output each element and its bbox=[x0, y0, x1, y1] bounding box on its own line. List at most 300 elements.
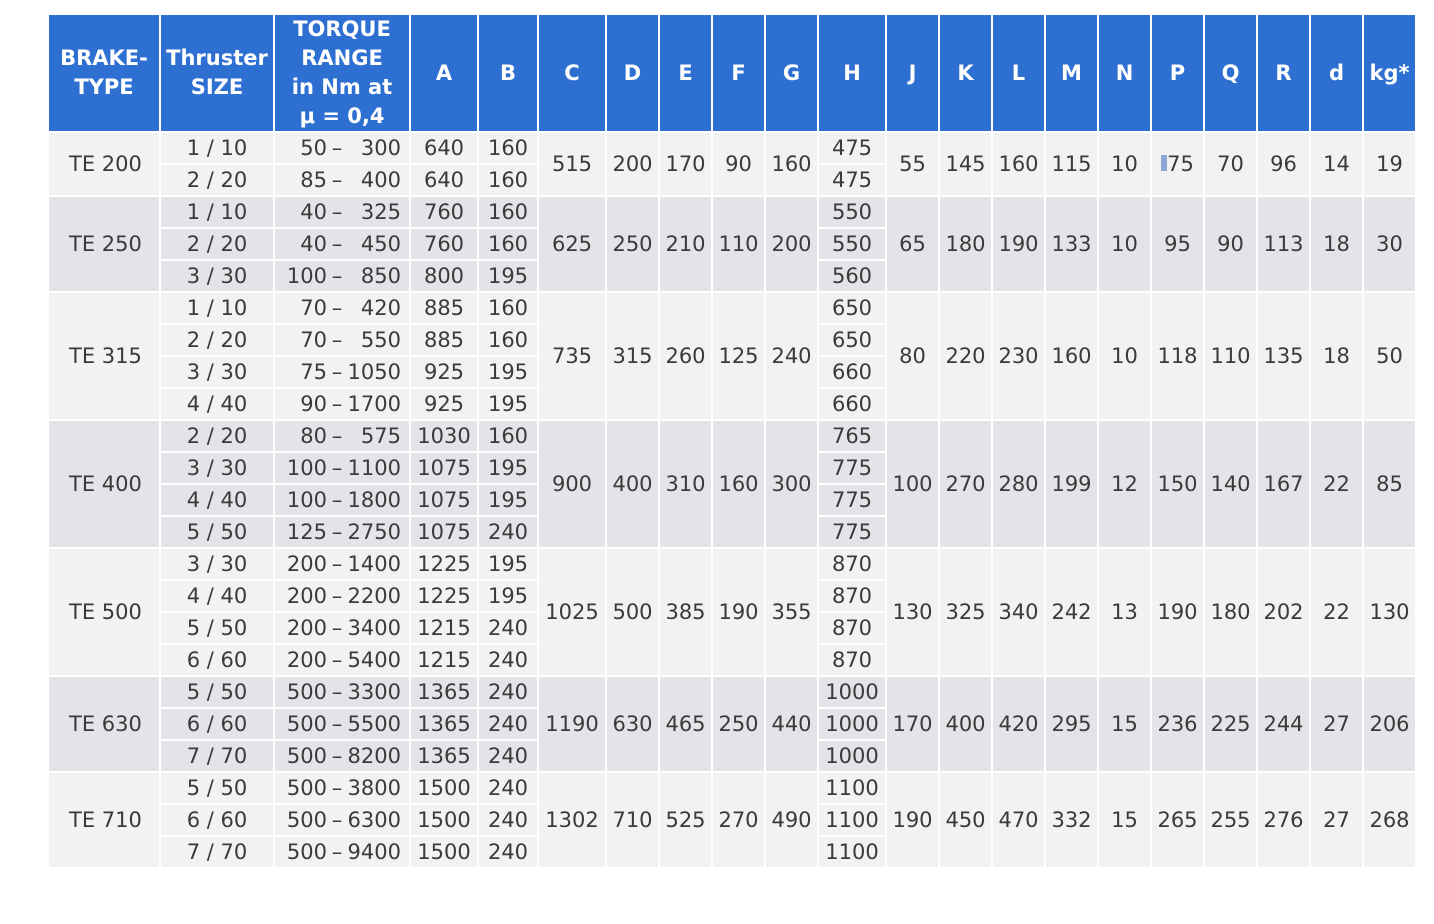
header-n: N bbox=[1098, 14, 1151, 132]
torque-range-value bbox=[283, 293, 401, 323]
cell-q: 140 bbox=[1204, 420, 1257, 548]
cell-j: 170 bbox=[886, 676, 939, 772]
torque-dash: – bbox=[331, 552, 343, 576]
torque-max: 5400 bbox=[347, 648, 401, 672]
cell-h: 660 bbox=[818, 388, 886, 420]
cell-r: 96 bbox=[1257, 132, 1310, 196]
cell-d: 14 bbox=[1310, 132, 1363, 196]
cell-a: 800 bbox=[410, 260, 478, 292]
torque-range-value bbox=[283, 773, 401, 803]
cell-m: 295 bbox=[1045, 676, 1098, 772]
cell-e: 385 bbox=[659, 548, 712, 676]
torque-dash: – bbox=[331, 712, 343, 736]
cell-thruster-size: 2 / 20 bbox=[160, 324, 274, 356]
torque-dash: – bbox=[331, 232, 343, 256]
cell-brake-type: TE 400 bbox=[48, 420, 160, 548]
cell-thruster-size: 1 / 10 bbox=[160, 196, 274, 228]
torque-dash: – bbox=[331, 808, 343, 832]
cell-r: 113 bbox=[1257, 196, 1310, 292]
torque-dash: – bbox=[331, 840, 343, 864]
cell-q: 110 bbox=[1204, 292, 1257, 420]
cell-h: 475 bbox=[818, 164, 886, 196]
cell-kg: 50 bbox=[1363, 292, 1416, 420]
cell-torque-range bbox=[274, 452, 410, 484]
torque-dash: – bbox=[331, 648, 343, 672]
torque-range-value bbox=[283, 357, 401, 387]
cell-c: 1190 bbox=[538, 676, 606, 772]
cell-l: 280 bbox=[992, 420, 1045, 548]
cell-d: 250 bbox=[606, 196, 659, 292]
torque-range-value bbox=[283, 453, 401, 483]
cell-brake-type: TE 200 bbox=[48, 132, 160, 196]
cell-torque-range bbox=[274, 708, 410, 740]
cell-k: 450 bbox=[939, 772, 992, 868]
torque-range-value bbox=[283, 517, 401, 547]
cell-b: 160 bbox=[478, 164, 538, 196]
cell-brake-type: TE 500 bbox=[48, 548, 160, 676]
cell-h: 1000 bbox=[818, 676, 886, 708]
cell-p-value: 75 bbox=[1167, 152, 1194, 176]
torque-min: 200 bbox=[286, 552, 327, 576]
cell-h: 870 bbox=[818, 612, 886, 644]
torque-dash: – bbox=[331, 136, 343, 160]
cell-k: 325 bbox=[939, 548, 992, 676]
cell-l: 190 bbox=[992, 196, 1045, 292]
cell-a: 640 bbox=[410, 132, 478, 164]
cell-thruster-size: 1 / 10 bbox=[160, 132, 274, 164]
torque-max: 8200 bbox=[347, 744, 401, 768]
cell-kg: 268 bbox=[1363, 772, 1416, 868]
cell-d: 27 bbox=[1310, 772, 1363, 868]
cell-b: 160 bbox=[478, 292, 538, 324]
cell-torque-range bbox=[274, 132, 410, 164]
cell-torque-range bbox=[274, 356, 410, 388]
cell-a: 925 bbox=[410, 388, 478, 420]
cell-f: 160 bbox=[712, 420, 765, 548]
cell-d: 200 bbox=[606, 132, 659, 196]
cell-h: 475 bbox=[818, 132, 886, 164]
cell-torque-range bbox=[274, 804, 410, 836]
cell-r: 276 bbox=[1257, 772, 1310, 868]
header-l: L bbox=[992, 14, 1045, 132]
cell-j: 100 bbox=[886, 420, 939, 548]
torque-range-value bbox=[283, 389, 401, 419]
table-row bbox=[48, 548, 1434, 580]
brake-dimensions-table bbox=[47, 13, 1434, 869]
cell-n: 13 bbox=[1098, 548, 1151, 676]
torque-range-value bbox=[283, 549, 401, 579]
cell-k: 400 bbox=[939, 676, 992, 772]
cell-q: 180 bbox=[1204, 548, 1257, 676]
cell-a: 1365 bbox=[410, 740, 478, 772]
header-torque-range: TORQUE RANGE in Nm at μ = 0,4 bbox=[274, 14, 410, 132]
cell-r: 135 bbox=[1257, 292, 1310, 420]
torque-min: 100 bbox=[286, 488, 327, 512]
table-body bbox=[48, 132, 1434, 868]
cell-d: 500 bbox=[606, 548, 659, 676]
cell-thruster-size: 5 / 50 bbox=[160, 772, 274, 804]
table-row bbox=[48, 196, 1434, 228]
torque-dash: – bbox=[331, 744, 343, 768]
cell-h: 1100 bbox=[818, 772, 886, 804]
cell-a: 1365 bbox=[410, 676, 478, 708]
torque-min: 80 bbox=[300, 424, 327, 448]
cell-b: 240 bbox=[478, 644, 538, 676]
cell-p bbox=[1151, 132, 1204, 196]
cell-k: 180 bbox=[939, 196, 992, 292]
cell-p: 190 bbox=[1151, 548, 1204, 676]
table-row bbox=[48, 420, 1434, 452]
torque-dash: – bbox=[331, 616, 343, 640]
torque-max: 1050 bbox=[347, 360, 401, 384]
header-d-upper: D bbox=[606, 14, 659, 132]
cell-b: 195 bbox=[478, 484, 538, 516]
cell-b: 160 bbox=[478, 420, 538, 452]
cell-m: 115 bbox=[1045, 132, 1098, 196]
cell-torque-range bbox=[274, 164, 410, 196]
cell-h: 1000 bbox=[818, 740, 886, 772]
cell-torque-range bbox=[274, 772, 410, 804]
cell-a: 885 bbox=[410, 324, 478, 356]
cell-j: 65 bbox=[886, 196, 939, 292]
torque-range-value bbox=[283, 677, 401, 707]
header-row bbox=[48, 14, 1434, 132]
cell-m: 160 bbox=[1045, 292, 1098, 420]
cell-h: 870 bbox=[818, 580, 886, 612]
cell-b: 240 bbox=[478, 708, 538, 740]
torque-max: 575 bbox=[360, 424, 401, 448]
cell-h: 660 bbox=[818, 356, 886, 388]
torque-dash: – bbox=[331, 776, 343, 800]
cell-b: 160 bbox=[478, 228, 538, 260]
cell-a: 1500 bbox=[410, 772, 478, 804]
torque-range-value bbox=[283, 325, 401, 355]
cell-d: 710 bbox=[606, 772, 659, 868]
cell-brake-type: TE 250 bbox=[48, 196, 160, 292]
cell-b: 195 bbox=[478, 452, 538, 484]
cell-thruster-size: 6 / 60 bbox=[160, 804, 274, 836]
cell-torque-range bbox=[274, 612, 410, 644]
cell-h: 775 bbox=[818, 452, 886, 484]
torque-max: 1800 bbox=[347, 488, 401, 512]
cell-h: 765 bbox=[818, 420, 886, 452]
torque-range-value bbox=[283, 837, 401, 867]
cell-torque-range bbox=[274, 676, 410, 708]
torque-max: 300 bbox=[360, 136, 401, 160]
header-thruster-size: Thruster SIZE bbox=[160, 14, 274, 132]
cell-b: 160 bbox=[478, 196, 538, 228]
header-d-lower: d bbox=[1310, 14, 1363, 132]
cell-thruster-size: 4 / 40 bbox=[160, 580, 274, 612]
torque-min: 200 bbox=[286, 648, 327, 672]
torque-min: 500 bbox=[286, 744, 327, 768]
cell-a: 1075 bbox=[410, 484, 478, 516]
torque-min: 75 bbox=[300, 360, 327, 384]
torque-dash: – bbox=[331, 168, 343, 192]
torque-max: 450 bbox=[360, 232, 401, 256]
torque-min: 90 bbox=[300, 392, 327, 416]
cell-p: 265 bbox=[1151, 772, 1204, 868]
header-q: Q bbox=[1204, 14, 1257, 132]
cell-kg: 206 bbox=[1363, 676, 1416, 772]
torque-dash: – bbox=[331, 328, 343, 352]
torque-min: 40 bbox=[300, 232, 327, 256]
torque-range-value bbox=[283, 805, 401, 835]
torque-min: 85 bbox=[300, 168, 327, 192]
cell-h: 1100 bbox=[818, 804, 886, 836]
cell-h: 870 bbox=[818, 644, 886, 676]
torque-min: 50 bbox=[300, 136, 327, 160]
cell-d: 22 bbox=[1310, 420, 1363, 548]
cell-n: 12 bbox=[1098, 420, 1151, 548]
torque-max: 3800 bbox=[347, 776, 401, 800]
cell-a: 760 bbox=[410, 196, 478, 228]
cell-b: 240 bbox=[478, 804, 538, 836]
header-c: C bbox=[538, 14, 606, 132]
cell-f: 190 bbox=[712, 548, 765, 676]
cell-thruster-size: 4 / 40 bbox=[160, 484, 274, 516]
torque-dash: – bbox=[331, 264, 343, 288]
torque-min: 500 bbox=[286, 712, 327, 736]
cell-d: 400 bbox=[606, 420, 659, 548]
cell-d: 22 bbox=[1310, 548, 1363, 676]
torque-dash: – bbox=[331, 456, 343, 480]
torque-dash: – bbox=[331, 200, 343, 224]
torque-dash: – bbox=[331, 424, 343, 448]
cell-kg: 19 bbox=[1363, 132, 1416, 196]
cell-f: 125 bbox=[712, 292, 765, 420]
cell-l: 470 bbox=[992, 772, 1045, 868]
cell-l: 230 bbox=[992, 292, 1045, 420]
header-r: R bbox=[1257, 14, 1310, 132]
cell-e: 525 bbox=[659, 772, 712, 868]
cell-thruster-size: 2 / 20 bbox=[160, 228, 274, 260]
cell-c: 625 bbox=[538, 196, 606, 292]
torque-range-value bbox=[283, 485, 401, 515]
cell-r: 244 bbox=[1257, 676, 1310, 772]
cell-a: 1215 bbox=[410, 612, 478, 644]
torque-max: 420 bbox=[360, 296, 401, 320]
cell-m: 332 bbox=[1045, 772, 1098, 868]
cell-r: 202 bbox=[1257, 548, 1310, 676]
torque-range-value bbox=[283, 133, 401, 163]
header-g: G bbox=[765, 14, 818, 132]
torque-min: 500 bbox=[286, 680, 327, 704]
cell-a: 885 bbox=[410, 292, 478, 324]
torque-range-value bbox=[283, 741, 401, 771]
cell-a: 1030 bbox=[410, 420, 478, 452]
cell-b: 240 bbox=[478, 772, 538, 804]
table-row bbox=[48, 772, 1434, 804]
cell-thruster-size: 5 / 50 bbox=[160, 516, 274, 548]
torque-range-value bbox=[283, 421, 401, 451]
header-j: J bbox=[886, 14, 939, 132]
torque-range-value bbox=[283, 197, 401, 227]
cell-torque-range bbox=[274, 260, 410, 292]
cell-a: 925 bbox=[410, 356, 478, 388]
cell-kg: 130 bbox=[1363, 548, 1416, 676]
torque-min: 70 bbox=[300, 328, 327, 352]
header-f: F bbox=[712, 14, 765, 132]
cell-b: 240 bbox=[478, 740, 538, 772]
table-row bbox=[48, 292, 1434, 324]
cell-a: 760 bbox=[410, 228, 478, 260]
cell-a: 1075 bbox=[410, 516, 478, 548]
cell-g: 300 bbox=[765, 420, 818, 548]
cell-thruster-size: 1 / 10 bbox=[160, 292, 274, 324]
cell-torque-range bbox=[274, 196, 410, 228]
cell-g: 490 bbox=[765, 772, 818, 868]
torque-range-value bbox=[283, 261, 401, 291]
torque-range-value bbox=[283, 581, 401, 611]
cell-a: 1365 bbox=[410, 708, 478, 740]
cell-b: 240 bbox=[478, 612, 538, 644]
cell-l: 160 bbox=[992, 132, 1045, 196]
torque-min: 500 bbox=[286, 808, 327, 832]
cell-torque-range bbox=[274, 548, 410, 580]
cell-a: 1500 bbox=[410, 804, 478, 836]
cell-n: 10 bbox=[1098, 132, 1151, 196]
cell-b: 160 bbox=[478, 132, 538, 164]
torque-range-value bbox=[283, 709, 401, 739]
cell-torque-range bbox=[274, 292, 410, 324]
cell-n: 15 bbox=[1098, 772, 1151, 868]
cell-c: 1302 bbox=[538, 772, 606, 868]
cell-torque-range bbox=[274, 484, 410, 516]
cell-h: 650 bbox=[818, 324, 886, 356]
cell-g: 355 bbox=[765, 548, 818, 676]
cell-thruster-size: 5 / 50 bbox=[160, 676, 274, 708]
torque-max: 1400 bbox=[347, 552, 401, 576]
torque-max: 9400 bbox=[347, 840, 401, 864]
cell-brake-type: TE 315 bbox=[48, 292, 160, 420]
torque-max: 550 bbox=[360, 328, 401, 352]
torque-range-value bbox=[283, 165, 401, 195]
cell-q: 70 bbox=[1204, 132, 1257, 196]
torque-dash: – bbox=[331, 488, 343, 512]
cell-kg: 85 bbox=[1363, 420, 1416, 548]
cell-thruster-size: 4 / 40 bbox=[160, 388, 274, 420]
cell-thruster-size: 7 / 70 bbox=[160, 836, 274, 868]
cell-b: 240 bbox=[478, 836, 538, 868]
torque-range-value bbox=[283, 613, 401, 643]
cell-m: 199 bbox=[1045, 420, 1098, 548]
torque-dash: – bbox=[331, 520, 343, 544]
cell-d: 315 bbox=[606, 292, 659, 420]
torque-range-value bbox=[283, 645, 401, 675]
cell-k: 145 bbox=[939, 132, 992, 196]
cell-p: 118 bbox=[1151, 292, 1204, 420]
cell-a: 1500 bbox=[410, 836, 478, 868]
torque-min: 200 bbox=[286, 616, 327, 640]
cell-h: 1100 bbox=[818, 836, 886, 868]
cell-torque-range bbox=[274, 740, 410, 772]
header-h: H bbox=[818, 14, 886, 132]
cell-torque-range bbox=[274, 420, 410, 452]
torque-min: 40 bbox=[300, 200, 327, 224]
brake-dimensions-table-wrapper bbox=[47, 13, 1413, 869]
cell-l: 420 bbox=[992, 676, 1045, 772]
cell-torque-range bbox=[274, 836, 410, 868]
cell-a: 1225 bbox=[410, 548, 478, 580]
cell-h: 550 bbox=[818, 228, 886, 260]
cell-h: 775 bbox=[818, 516, 886, 548]
torque-dash: – bbox=[331, 296, 343, 320]
cell-j: 80 bbox=[886, 292, 939, 420]
cell-e: 260 bbox=[659, 292, 712, 420]
cell-brake-type: TE 710 bbox=[48, 772, 160, 868]
torque-max: 2750 bbox=[347, 520, 401, 544]
cell-thruster-size: 3 / 30 bbox=[160, 452, 274, 484]
cell-r: 167 bbox=[1257, 420, 1310, 548]
cell-n: 10 bbox=[1098, 196, 1151, 292]
cell-torque-range bbox=[274, 388, 410, 420]
cell-p: 95 bbox=[1151, 196, 1204, 292]
torque-dash: – bbox=[331, 584, 343, 608]
cell-b: 240 bbox=[478, 676, 538, 708]
cell-f: 270 bbox=[712, 772, 765, 868]
torque-min: 100 bbox=[286, 456, 327, 480]
cell-f: 250 bbox=[712, 676, 765, 772]
header-brake-type: BRAKE- TYPE bbox=[48, 14, 160, 132]
cell-a: 1075 bbox=[410, 452, 478, 484]
cell-torque-range bbox=[274, 324, 410, 356]
table-row bbox=[48, 132, 1434, 164]
header-k: K bbox=[939, 14, 992, 132]
cell-thruster-size: 2 / 20 bbox=[160, 420, 274, 452]
cell-h: 870 bbox=[818, 548, 886, 580]
cell-brake-type: TE 630 bbox=[48, 676, 160, 772]
cell-p: 236 bbox=[1151, 676, 1204, 772]
cell-j: 55 bbox=[886, 132, 939, 196]
torque-min: 100 bbox=[286, 264, 327, 288]
torque-max: 325 bbox=[360, 200, 401, 224]
cell-h: 550 bbox=[818, 196, 886, 228]
torque-max: 400 bbox=[360, 168, 401, 192]
torque-max: 850 bbox=[360, 264, 401, 288]
cell-thruster-size: 5 / 50 bbox=[160, 612, 274, 644]
cell-torque-range bbox=[274, 580, 410, 612]
cell-h: 775 bbox=[818, 484, 886, 516]
cell-thruster-size: 6 / 60 bbox=[160, 708, 274, 740]
cell-b: 240 bbox=[478, 516, 538, 548]
torque-max: 5500 bbox=[347, 712, 401, 736]
cell-e: 310 bbox=[659, 420, 712, 548]
cell-a: 640 bbox=[410, 164, 478, 196]
torque-min: 200 bbox=[286, 584, 327, 608]
cell-d: 18 bbox=[1310, 196, 1363, 292]
cell-b: 195 bbox=[478, 580, 538, 612]
cell-h: 560 bbox=[818, 260, 886, 292]
cell-q: 90 bbox=[1204, 196, 1257, 292]
cell-p: 150 bbox=[1151, 420, 1204, 548]
cell-c: 900 bbox=[538, 420, 606, 548]
cell-g: 160 bbox=[765, 132, 818, 196]
cell-torque-range bbox=[274, 516, 410, 548]
cell-g: 440 bbox=[765, 676, 818, 772]
table-row bbox=[48, 676, 1434, 708]
cell-b: 195 bbox=[478, 388, 538, 420]
cell-f: 90 bbox=[712, 132, 765, 196]
header-b: B bbox=[478, 14, 538, 132]
cell-k: 270 bbox=[939, 420, 992, 548]
cell-n: 10 bbox=[1098, 292, 1151, 420]
header-kg: kg* bbox=[1363, 14, 1416, 132]
cell-b: 195 bbox=[478, 548, 538, 580]
cell-c: 735 bbox=[538, 292, 606, 420]
torque-min: 125 bbox=[286, 520, 327, 544]
cell-q: 225 bbox=[1204, 676, 1257, 772]
